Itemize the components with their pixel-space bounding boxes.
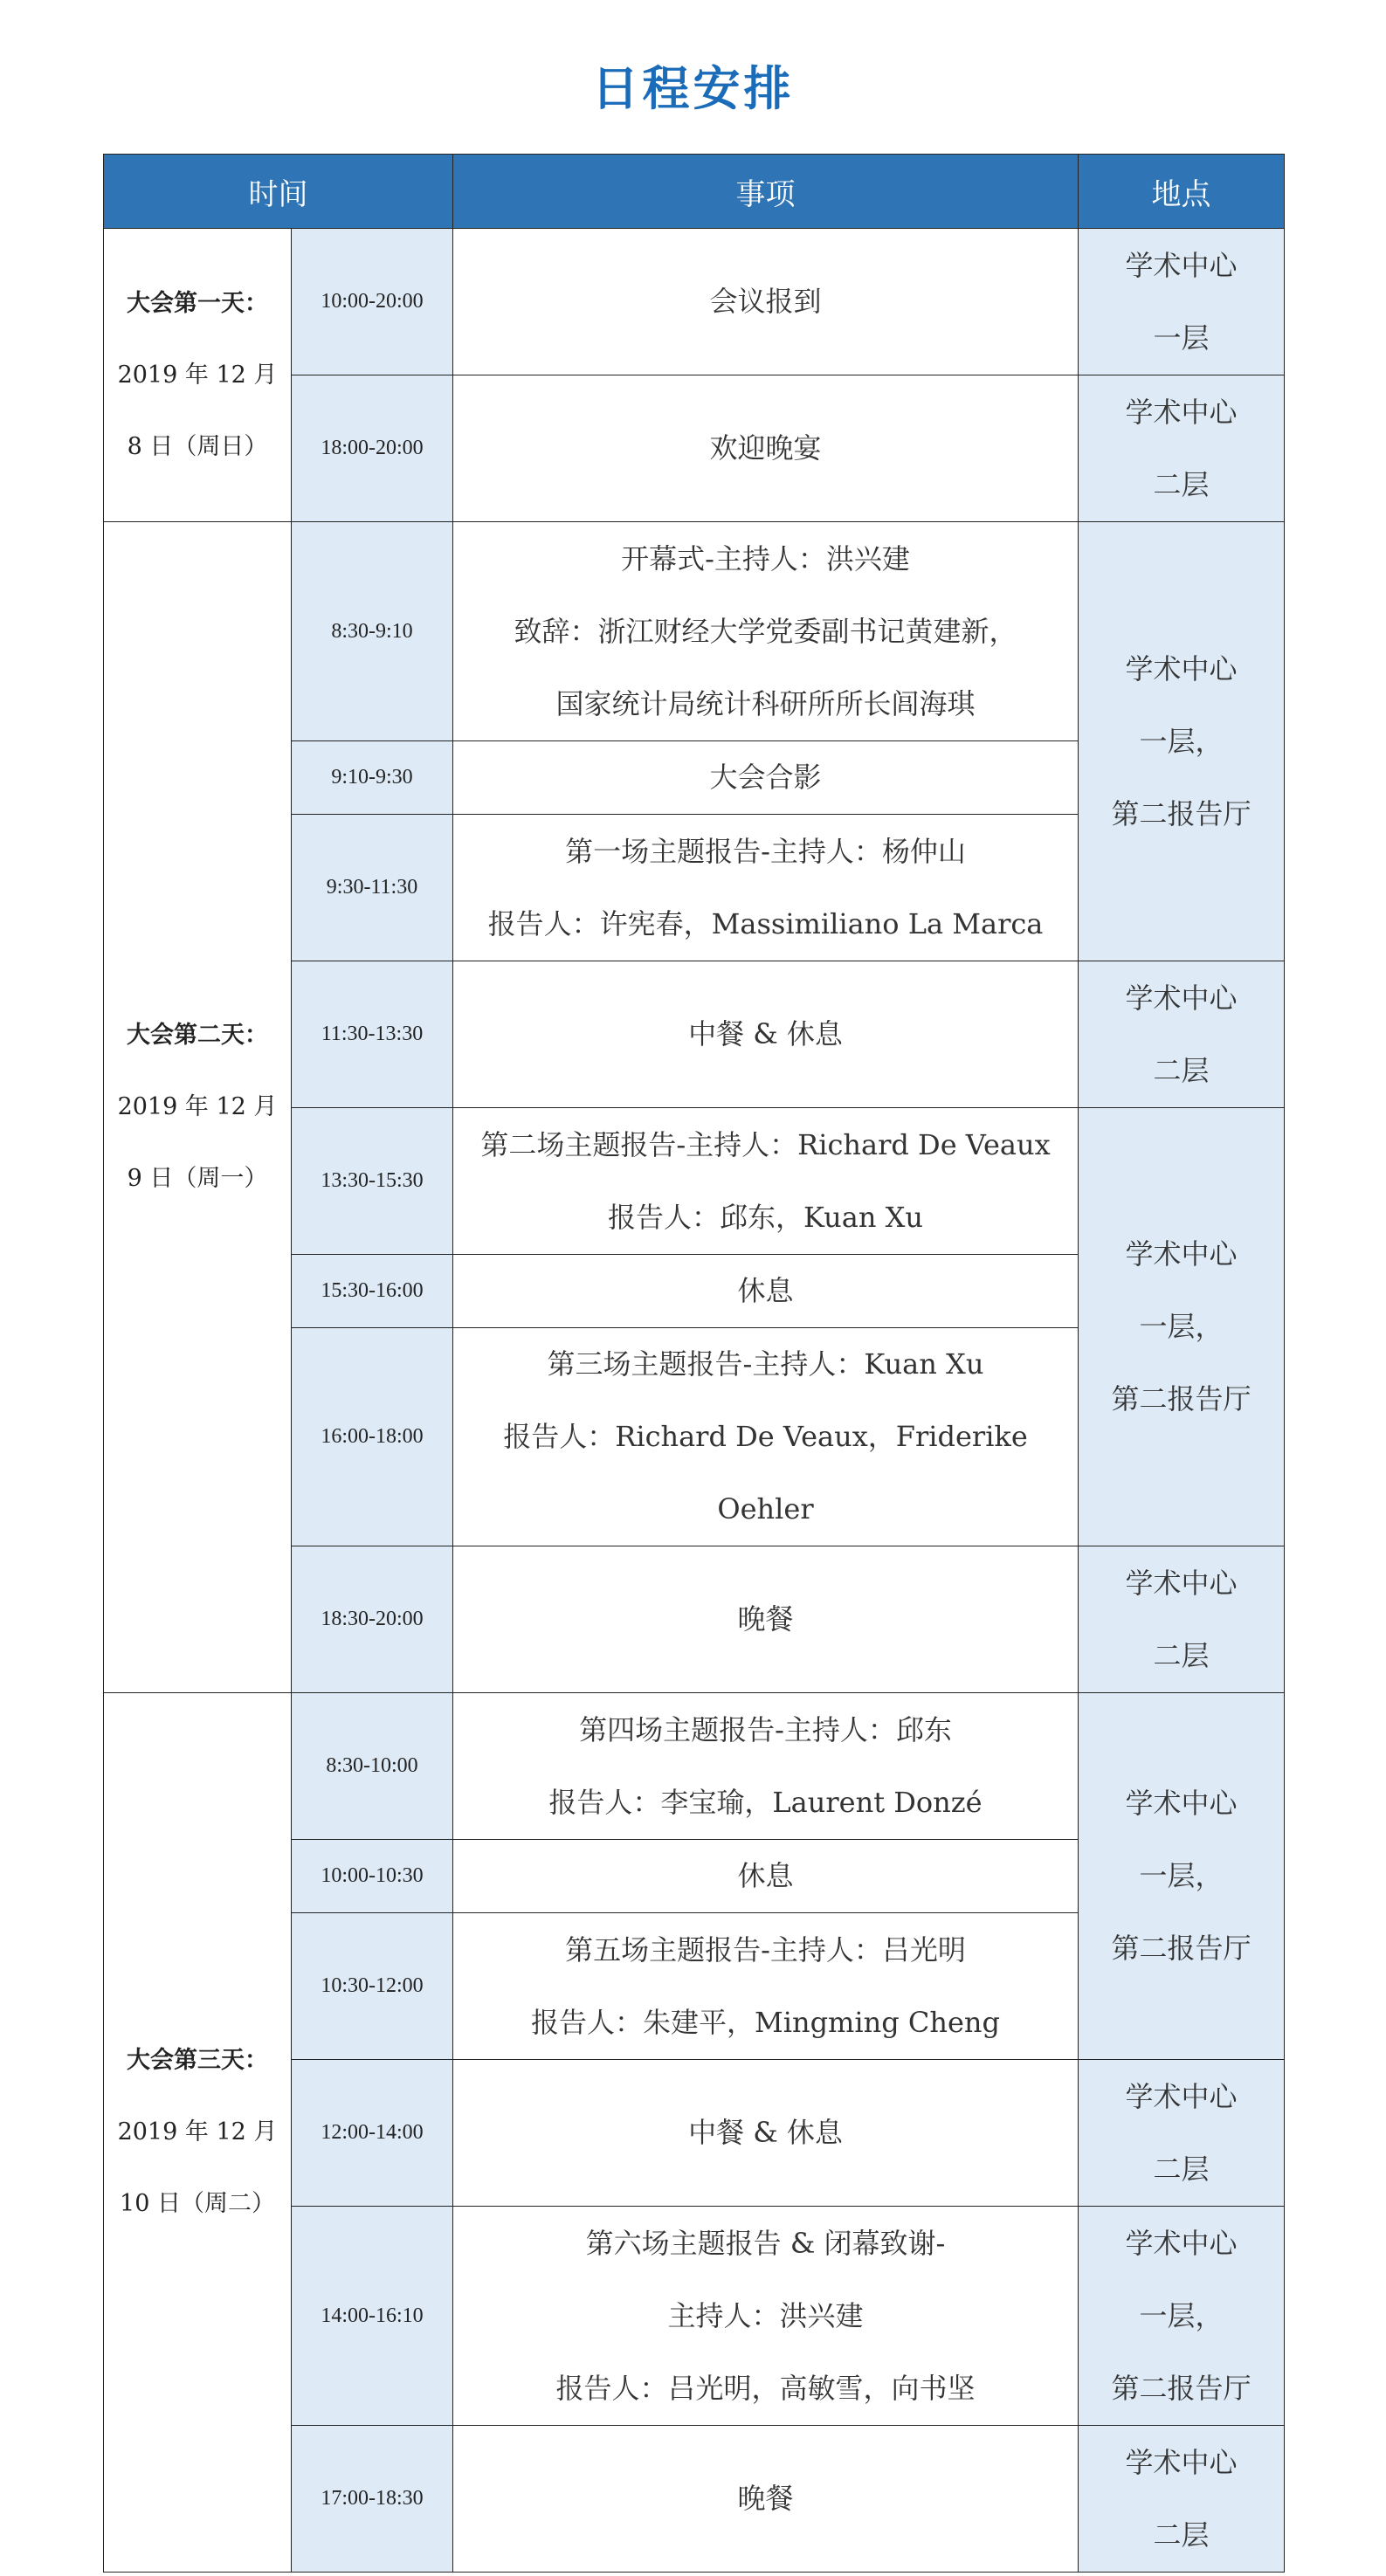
- event-line: 报告人：朱建平，Mingming Cheng: [530, 2005, 1001, 2039]
- event-line: 第二场主题报告-主持人：Richard De Veaux: [480, 1127, 1051, 1161]
- time-cell: 18:00-20:00: [292, 375, 453, 522]
- day-label-line1: 大会第三天：: [127, 2047, 268, 2074]
- event-line: 第五场主题报告-主持人：吕光明: [565, 1932, 966, 1966]
- event-line: 国家统计局统计科研所所长闾海琪: [555, 686, 976, 720]
- time-cell: 10:00-20:00: [292, 229, 453, 375]
- time-cell: 15:30-16:00: [292, 1255, 453, 1328]
- location-cell: [1079, 375, 1285, 522]
- location-line: 二层: [1153, 1053, 1210, 1087]
- day-label-line1: 大会第二天：: [127, 1022, 268, 1049]
- event-line: 主持人：洪兴建: [667, 2298, 864, 2332]
- day-cell: [104, 229, 292, 522]
- event-line: 中餐 & 休息: [688, 2116, 843, 2149]
- location-line: 学术中心: [1125, 1566, 1238, 1600]
- location-line: 第二报告厅: [1111, 1932, 1252, 1965]
- header-location: 地点: [1079, 155, 1285, 229]
- time-cell: 9:30-11:30: [292, 815, 453, 961]
- location-cell: [1079, 2426, 1285, 2573]
- event-line: 第一场主题报告-主持人：杨仲山: [565, 834, 966, 868]
- time-cell: 17:00-18:30: [292, 2426, 453, 2573]
- time-cell: 8:30-10:00: [292, 1693, 453, 1840]
- location-line: 一层，: [1139, 2298, 1224, 2332]
- event-cell: [453, 2060, 1079, 2207]
- event-line: 报告人：许宪春，Massimiliano La Marca: [487, 906, 1044, 940]
- event-cell: [453, 1255, 1079, 1328]
- time-cell: 11:30-13:30: [292, 961, 453, 1108]
- event-line: 会议报到: [709, 285, 822, 318]
- event-cell: [453, 2426, 1079, 2573]
- event-line: 大会合影: [709, 761, 822, 794]
- location-line: 一层，: [1139, 724, 1224, 758]
- event-cell: [453, 1546, 1079, 1693]
- day-cell: [104, 1693, 292, 2573]
- day-label-line2: 2019 年 12 月: [117, 2118, 278, 2146]
- event-line: 开幕式-主持人：洪兴建: [621, 541, 910, 575]
- event-line: 第三场主题报告-主持人：Kuan Xu: [547, 1347, 984, 1381]
- event-cell: [453, 1913, 1079, 2060]
- event-cell: [453, 375, 1079, 522]
- location-line: 第二报告厅: [1111, 1382, 1252, 1415]
- location-line: 二层: [1153, 2517, 1210, 2552]
- time-cell: 9:10-9:30: [292, 741, 453, 815]
- event-cell: [453, 815, 1079, 961]
- location-line: 学术中心: [1125, 981, 1238, 1015]
- location-line: 第二报告厅: [1111, 2371, 1252, 2405]
- day-label-line2: 2019 年 12 月: [117, 1093, 278, 1120]
- time-cell: 12:00-14:00: [292, 2060, 453, 2207]
- header-time: 时间: [104, 155, 453, 229]
- location-line: 学术中心: [1125, 248, 1238, 282]
- location-line: 学术中心: [1125, 1787, 1238, 1820]
- location-line: 第二报告厅: [1111, 796, 1252, 830]
- location-cell: [1079, 1693, 1285, 2060]
- location-line: 学术中心: [1125, 1237, 1238, 1271]
- event-cell: [453, 1328, 1079, 1546]
- time-cell: 13:30-15:30: [292, 1108, 453, 1255]
- event-cell: [453, 1693, 1079, 1840]
- event-cell: [453, 1840, 1079, 1913]
- event-cell: [453, 2207, 1079, 2426]
- location-cell: [1079, 229, 1285, 375]
- time-cell: 10:30-12:00: [292, 1913, 453, 2060]
- location-line: 学术中心: [1125, 395, 1238, 429]
- location-line: 学术中心: [1125, 651, 1238, 685]
- location-line: 一层，: [1139, 1859, 1224, 1892]
- location-cell: [1079, 2060, 1285, 2207]
- location-line: 学术中心: [1125, 2079, 1238, 2113]
- day-label-line2: 2019 年 12 月: [117, 361, 278, 389]
- event-line: 第六场主题报告 & 闭幕致谢-: [585, 2226, 946, 2260]
- location-cell: [1079, 2207, 1285, 2426]
- event-line: 欢迎晚宴: [709, 431, 822, 465]
- location-line: 二层: [1153, 1638, 1210, 1672]
- event-line: 报告人：Richard De Veaux，Friderike Oehler: [503, 1420, 1028, 1526]
- event-line: 晚餐: [737, 1602, 794, 1636]
- event-line: 致辞：浙江财经大学党委副书记黄建新，: [514, 614, 1017, 648]
- event-line: 休息: [737, 1859, 794, 1892]
- time-cell: 10:00-10:30: [292, 1840, 453, 1913]
- day-label-line1: 大会第一天：: [127, 289, 268, 317]
- location-line: 一层: [1153, 320, 1210, 355]
- schedule-table: [103, 154, 1285, 2573]
- header-event: 事项: [453, 155, 1079, 229]
- event-line: 报告人：吕光明，高敏雪，向书坚: [555, 2371, 976, 2405]
- event-cell: [453, 1108, 1079, 1255]
- event-line: 晚餐: [737, 2482, 794, 2515]
- location-line: 学术中心: [1125, 2445, 1238, 2479]
- location-cell: [1079, 522, 1285, 961]
- day-label-line3: 8 日（周日）: [127, 432, 268, 460]
- event-line: 报告人：李宝瑜，Laurent Donzé: [548, 1785, 983, 1819]
- event-cell: [453, 229, 1079, 375]
- location-cell: [1079, 1108, 1285, 1546]
- time-cell: 8:30-9:10: [292, 522, 453, 741]
- event-line: 中餐 & 休息: [688, 1017, 843, 1050]
- location-line: 一层，: [1139, 1310, 1224, 1343]
- location-cell: [1079, 1546, 1285, 1693]
- table-row: [104, 229, 1285, 375]
- event-cell: [453, 961, 1079, 1108]
- event-cell: [453, 522, 1079, 741]
- time-cell: 18:30-20:00: [292, 1546, 453, 1693]
- location-line: 学术中心: [1125, 2226, 1238, 2260]
- table-row: [104, 522, 1285, 741]
- location-line: 二层: [1153, 2152, 1210, 2186]
- page-title: 日程安排: [591, 61, 795, 116]
- time-cell: 14:00-16:10: [292, 2207, 453, 2426]
- location-cell: [1079, 961, 1285, 1108]
- event-line: 第四场主题报告-主持人：邱东: [579, 1712, 952, 1746]
- time-cell: 16:00-18:00: [292, 1328, 453, 1546]
- event-line: 报告人：邱东，Kuan Xu: [607, 1200, 924, 1234]
- event-cell: [453, 741, 1079, 815]
- table-row: [104, 1693, 1285, 1840]
- location-line: 二层: [1153, 467, 1210, 501]
- day-cell: [104, 522, 292, 1693]
- day-label-line3: 10 日（周二）: [120, 2190, 275, 2217]
- day-label-line3: 9 日（周一）: [127, 1165, 268, 1192]
- event-line: 休息: [737, 1274, 794, 1307]
- header-row: [104, 155, 1285, 229]
